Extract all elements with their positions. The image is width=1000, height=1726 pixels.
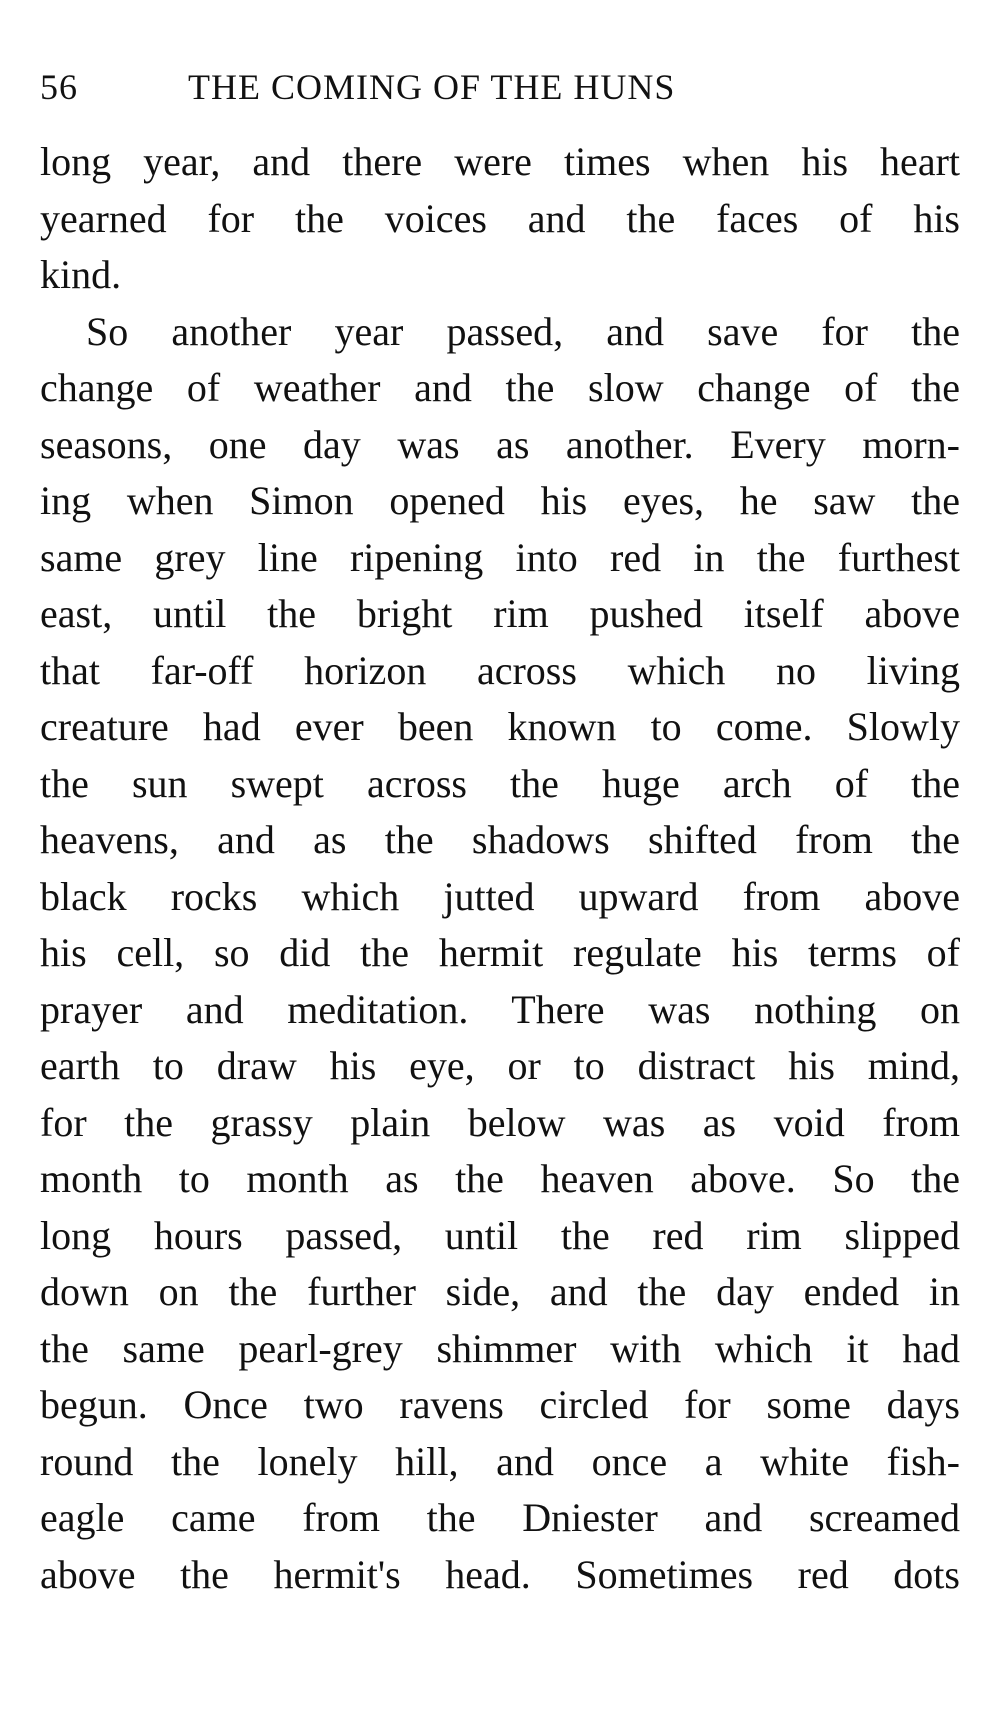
text-line: long year, and there were times when his heart — [40, 139, 960, 184]
text-line: east, until the bright rim pushed itself above — [40, 591, 960, 636]
running-head — [40, 62, 960, 112]
text-line: for the grassy plain below was as void from — [40, 1099, 960, 1145]
text-line: same grey line ripening into red in the furthest — [40, 534, 960, 580]
text-line: the sun swept across the huge arch of the — [40, 760, 960, 806]
text-line: kind. — [40, 252, 122, 297]
page-number: 56 — [40, 67, 78, 107]
text-line: creature had ever been known to come. Slowly — [40, 704, 960, 749]
text-line: yearned for the voices and the faces of his — [40, 195, 960, 241]
text-line: above the hermit's head. Sometimes red dots — [40, 1551, 960, 1597]
text-line: round the lonely hill, and once a white fish- — [40, 1438, 960, 1484]
text-line: So another year passed, and save for the — [86, 308, 960, 354]
text-line: eagle came from the Dniester and screamed — [40, 1495, 960, 1540]
text-line: the same pearl-grey shimmer with which it had — [40, 1325, 960, 1371]
text-line: change of weather and the slow change of the — [40, 365, 960, 410]
text-line: his cell, so did the hermit regulate his terms of — [40, 930, 960, 975]
text-line: long hours passed, until the red rim slipped — [40, 1212, 960, 1258]
text-line: black rocks which jutted upward from above — [40, 873, 960, 919]
body-text — [40, 134, 960, 1603]
text-line: that far-off horizon across which no living — [40, 647, 960, 693]
text-line: heavens, and as the shadows shifted from the — [40, 817, 960, 862]
running-title: THE COMING OF THE HUNS — [188, 67, 676, 107]
text-line: seasons, one day was as another. Every morn- — [40, 421, 960, 467]
text-line: prayer and meditation. There was nothing on — [40, 986, 960, 1032]
text-line: month to month as the heaven above. So the — [40, 1156, 960, 1201]
text-line: ing when Simon opened his eyes, he saw the — [40, 478, 960, 523]
text-line: earth to draw his eye, or to distract his mind, — [40, 1043, 960, 1088]
text-line: begun. Once two ravens circled for some days — [40, 1382, 960, 1427]
text-line: down on the further side, and the day ended in — [40, 1269, 960, 1314]
